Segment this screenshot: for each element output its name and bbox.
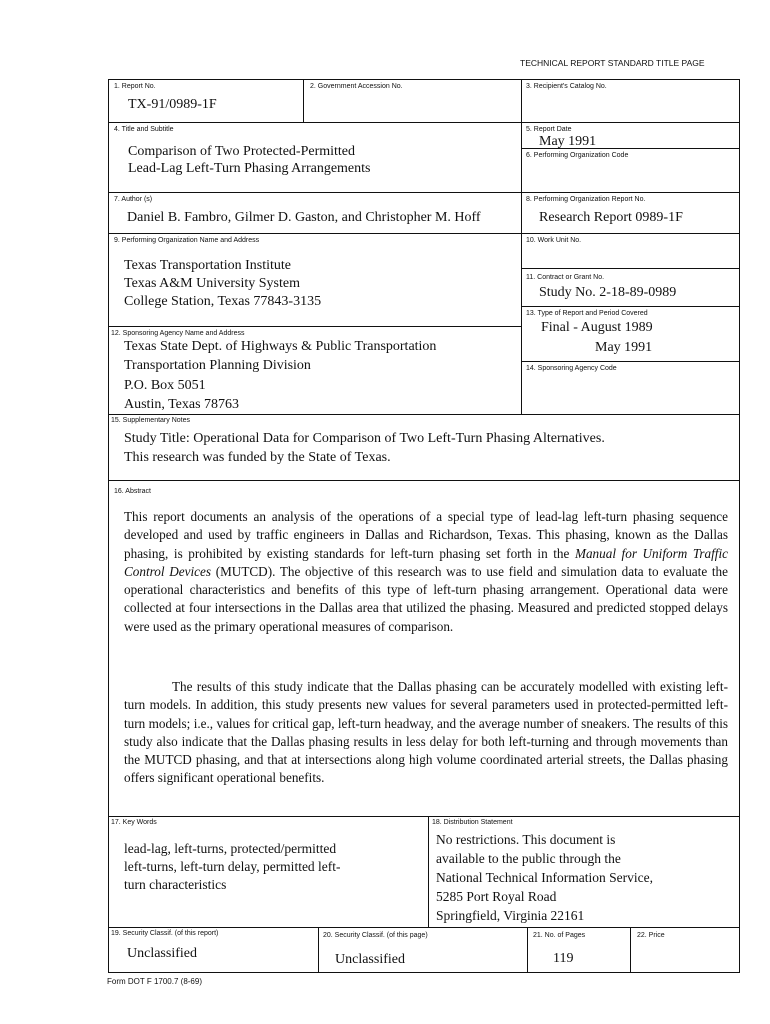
report-title: Comparison of Two Protected-Permitted <box>128 144 356 159</box>
field-label: 7. Author (s) <box>114 196 153 203</box>
report-date: May 1991 <box>539 134 597 149</box>
distribution-statement: available to the public through the <box>436 851 621 866</box>
field-label: 8. Performing Organization Report No. <box>526 196 646 203</box>
rule <box>108 816 740 817</box>
sponsoring-agency-address: Texas State Dept. of Highways & Public Transportation <box>124 339 437 354</box>
field-label: 10. Work Unit No. <box>526 237 582 244</box>
performing-organization-address: Texas A&M University System <box>124 276 300 291</box>
performing-organization-report-number: Research Report 0989-1F <box>539 210 683 225</box>
report-number: TX-91/0989-1F <box>128 97 217 112</box>
field-label: 1. Report No. <box>114 83 156 90</box>
field-label: 18. Distribution Statement <box>432 819 513 826</box>
rule <box>521 79 522 415</box>
frame-top <box>108 79 740 80</box>
field-label: 14. Sponsoring Agency Code <box>526 365 617 372</box>
key-words: lead-lag, left-turns, protected/permitted <box>124 841 337 856</box>
rule <box>303 79 304 123</box>
distribution-statement: 5285 Port Royal Road <box>436 889 557 904</box>
distribution-statement: National Technical Information Service, <box>436 870 653 885</box>
rule <box>630 927 631 973</box>
rule <box>318 927 319 973</box>
frame-right <box>739 79 740 973</box>
supplementary-notes: Study Title: Operational Data for Comparison of Two Left-Turn Phasing Alternatives. <box>124 431 605 446</box>
field-label: 6. Performing Organization Code <box>526 152 629 159</box>
report-period: Final - August 1989 <box>541 320 653 335</box>
field-label: 13. Type of Report and Period Covered <box>526 310 648 317</box>
supplementary-notes: This research was funded by the State of Texas. <box>124 450 391 465</box>
sponsoring-agency-address: Transportation Planning Division <box>124 358 311 373</box>
rule <box>527 927 528 973</box>
contract-or-grant-number: Study No. 2-18-89-0989 <box>539 285 677 300</box>
performing-organization-address: Texas Transportation Institute <box>124 258 292 273</box>
frame-bottom <box>108 972 740 973</box>
field-label: 2. Government Accession No. <box>310 83 403 90</box>
key-words: turn characteristics <box>124 877 227 892</box>
page-header: TECHNICAL REPORT STANDARD TITLE PAGE <box>520 58 705 68</box>
distribution-statement: Springfield, Virginia 22161 <box>436 908 585 923</box>
abstract-paragraph-1 <box>124 508 728 636</box>
rule <box>108 480 740 481</box>
rule <box>108 233 740 234</box>
rule <box>428 816 429 928</box>
report-period: May 1991 <box>595 340 653 355</box>
rule <box>521 306 740 307</box>
field-label: 3. Recipient's Catalog No. <box>526 83 607 90</box>
field-label: 15. Supplementary Notes <box>111 417 190 424</box>
field-label: 17. Key Words <box>111 819 157 826</box>
field-label: 12. Sponsoring Agency Name and Address <box>111 330 245 337</box>
field-label: 11. Contract or Grant No. <box>526 274 605 281</box>
rule <box>108 414 740 415</box>
security-classification-report: Unclassified <box>127 946 197 961</box>
sponsoring-agency-address: P.O. Box 5051 <box>124 378 206 393</box>
number-of-pages: 119 <box>553 951 574 966</box>
rule <box>108 326 522 327</box>
abstract-paragraph-2: The results of this study indicate that the Dallas phasing can be accurately modelled with existing left-turn models. In addition, this study presents new values for several parameters used in protected-permitted left-turn models; i.e., values for critical gap, left-turn headway, and the average number of sneakers. The results of this study also indicate that the Dallas phasing results in less delay for both left-turning and through movements than the MUTCD phasing, and that at intersections along high volume coordinated arterial streets, the Dallas phasing offers significant operational benefits. <box>124 679 728 786</box>
rule <box>521 268 740 269</box>
field-label: 16. Abstract <box>114 488 151 495</box>
field-label: 22. Price <box>637 932 665 939</box>
key-words: left-turns, left-turn delay, permitted left- <box>124 859 341 874</box>
report-title: Lead-Lag Left-Turn Phasing Arrangements <box>128 161 371 176</box>
field-label: 9. Performing Organization Name and Address <box>114 237 260 244</box>
field-label: 4. Title and Subtitle <box>114 126 174 133</box>
distribution-statement: No restrictions. This document is <box>436 832 616 847</box>
abstract-text: (MUTCD). The objective of this research was to use field and simulation data to evaluate the operational characteristics and benefits of this type of left-turn phasing arrangement. Operational data were collected at four intersections in the Dallas area that utilized the phasing. Measured and predicted stopped delays were used as the primary operational measures of comparison. <box>124 563 728 634</box>
field-label: 21. No. of Pages <box>533 932 586 939</box>
field-label: 20. Security Classif. (of this page) <box>323 932 428 939</box>
field-label: 5. Report Date <box>526 126 572 133</box>
abstract-text: This report documents an analysis of the operations of a special type of lead-lag left-turn phasing sequence developed and used by traffic engineers in Dallas and Richardson, Texas. This phasing, known as the Dallas phasing, is prohibited by existing standards for left-turn phasing set forth in the <box>124 509 728 561</box>
rule <box>521 361 740 362</box>
performing-organization-address: College Station, Texas 77843-3135 <box>124 294 322 309</box>
authors: Daniel B. Fambro, Gilmer D. Gaston, and Christopher M. Hoff <box>127 210 481 225</box>
abstract-manual-title: Manual for Uniform Traffic Control Devices <box>124 545 728 579</box>
rule <box>108 192 740 193</box>
form-number: Form DOT F 1700.7 (8-69) <box>107 977 202 986</box>
rule <box>108 122 740 123</box>
frame-left <box>108 79 109 973</box>
security-classification-page: Unclassified <box>335 952 405 967</box>
field-label: 19. Security Classif. (of this report) <box>111 930 219 937</box>
sponsoring-agency-address: Austin, Texas 78763 <box>124 397 240 412</box>
rule <box>108 927 740 928</box>
